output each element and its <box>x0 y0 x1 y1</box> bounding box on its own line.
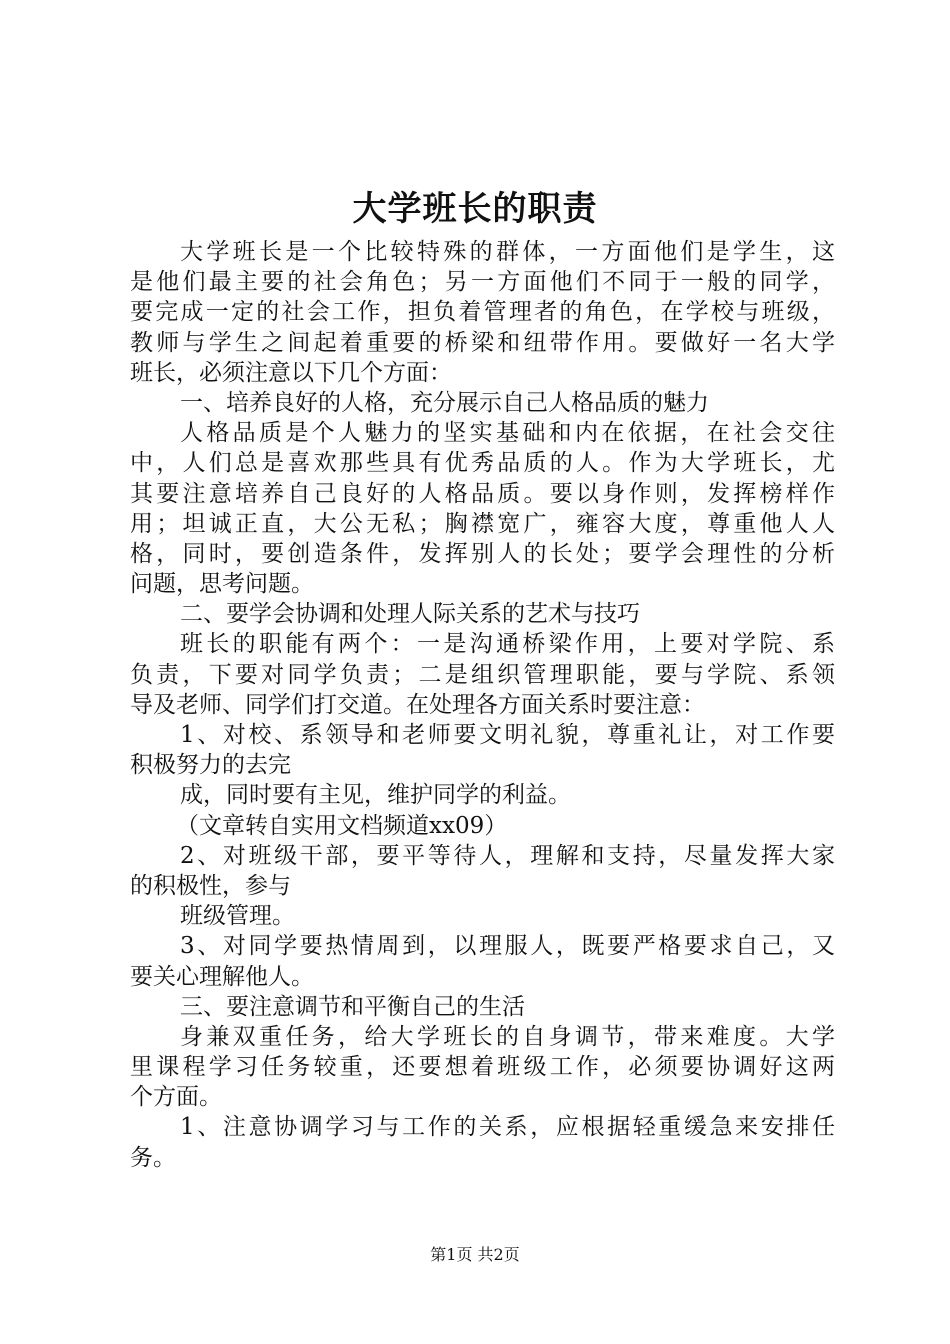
body-text-line: 2、对班级干部，要平等待人，理解和支持，尽量发挥大家 <box>180 842 835 869</box>
body-text-line: 身兼双重任务，给大学班长的自身调节，带来难度。大学 <box>180 1023 835 1050</box>
body-text-line: （文章转自实用文档频道xx09） <box>176 812 508 839</box>
body-text-line: 用；坦诚正直，大公无私；胸襟宽广，雍容大度，尊重他人人 <box>130 510 835 537</box>
body-text-line: 班长，必须注意以下几个方面： <box>130 359 452 386</box>
body-text-line: 教师与学生之间起着重要的桥梁和纽带作用。要做好一名大学 <box>130 329 835 356</box>
body-text-line: 人格品质是个人魅力的坚实基础和内在依据，在社会交往 <box>180 420 835 447</box>
body-text-line: 要关心理解他人。 <box>130 963 314 990</box>
body-text-line: 要完成一定的社会工作，担负着管理者的角色，在学校与班级， <box>130 299 835 326</box>
body-text-line: 格，同时，要创造条件，发挥别人的长处；要学会理性的分析 <box>130 540 835 567</box>
body-text-line: 问题，思考问题。 <box>130 571 314 598</box>
page-footer: 第1页 共2页 <box>430 1245 520 1264</box>
document-title: 大学班长的职责 <box>352 189 598 229</box>
body-text-line: 导及老师、同学们打交道。在处理各方面关系时要注意： <box>130 691 705 718</box>
body-text-line: 大学班长是一个比较特殊的群体，一方面他们是学生，这 <box>180 239 835 265</box>
body-text-line: 1、对校、系领导和老师要文明礼貌，尊重礼让，对工作要 <box>180 722 835 748</box>
body-text-line: 其要注意培养自己良好的人格品质。要以身作则，发挥榜样作 <box>130 480 835 507</box>
body-text-line: 3、对同学要热情周到，以理服人，既要严格要求自己，又 <box>180 933 835 960</box>
body-text-line: 一、培养良好的人格，充分展示自己人格品质的魅力 <box>180 389 709 416</box>
body-text-line: 个方面。 <box>130 1084 222 1111</box>
body-text-line: 务。 <box>130 1144 176 1171</box>
body-text-line: 负责，下要对同学负责；二是组织管理职能，要与学院、系领 <box>130 661 835 688</box>
body-text-line: 的积极性，参与 <box>130 872 291 899</box>
body-text-line: 班级管理。 <box>180 903 295 930</box>
body-text-line: 是他们最主要的社会角色；另一方面他们不同于一般的同学， <box>130 269 835 296</box>
body-text-line: 1、注意协调学习与工作的关系，应根据轻重缓急来安排任 <box>180 1114 835 1141</box>
body-text-line: 二、要学会协调和处理人际关系的艺术与技巧 <box>180 601 640 628</box>
body-text-line: 班长的职能有两个：一是沟通桥梁作用，上要对学院、系 <box>180 631 835 658</box>
body-text-line: 中，人们总是喜欢那些具有优秀品质的人。作为大学班长，尤 <box>130 450 835 477</box>
body-text-line: 里课程学习任务较重，还要想着班级工作，必须要协调好这两 <box>130 1054 835 1081</box>
body-text-line: 三、要注意调节和平衡自己的生活 <box>180 993 525 1020</box>
body-text-line: 积极努力的去完 <box>130 752 291 779</box>
document-body <box>130 237 835 1173</box>
body-text-line: 成，同时要有主见，维护同学的利益。 <box>180 782 571 809</box>
